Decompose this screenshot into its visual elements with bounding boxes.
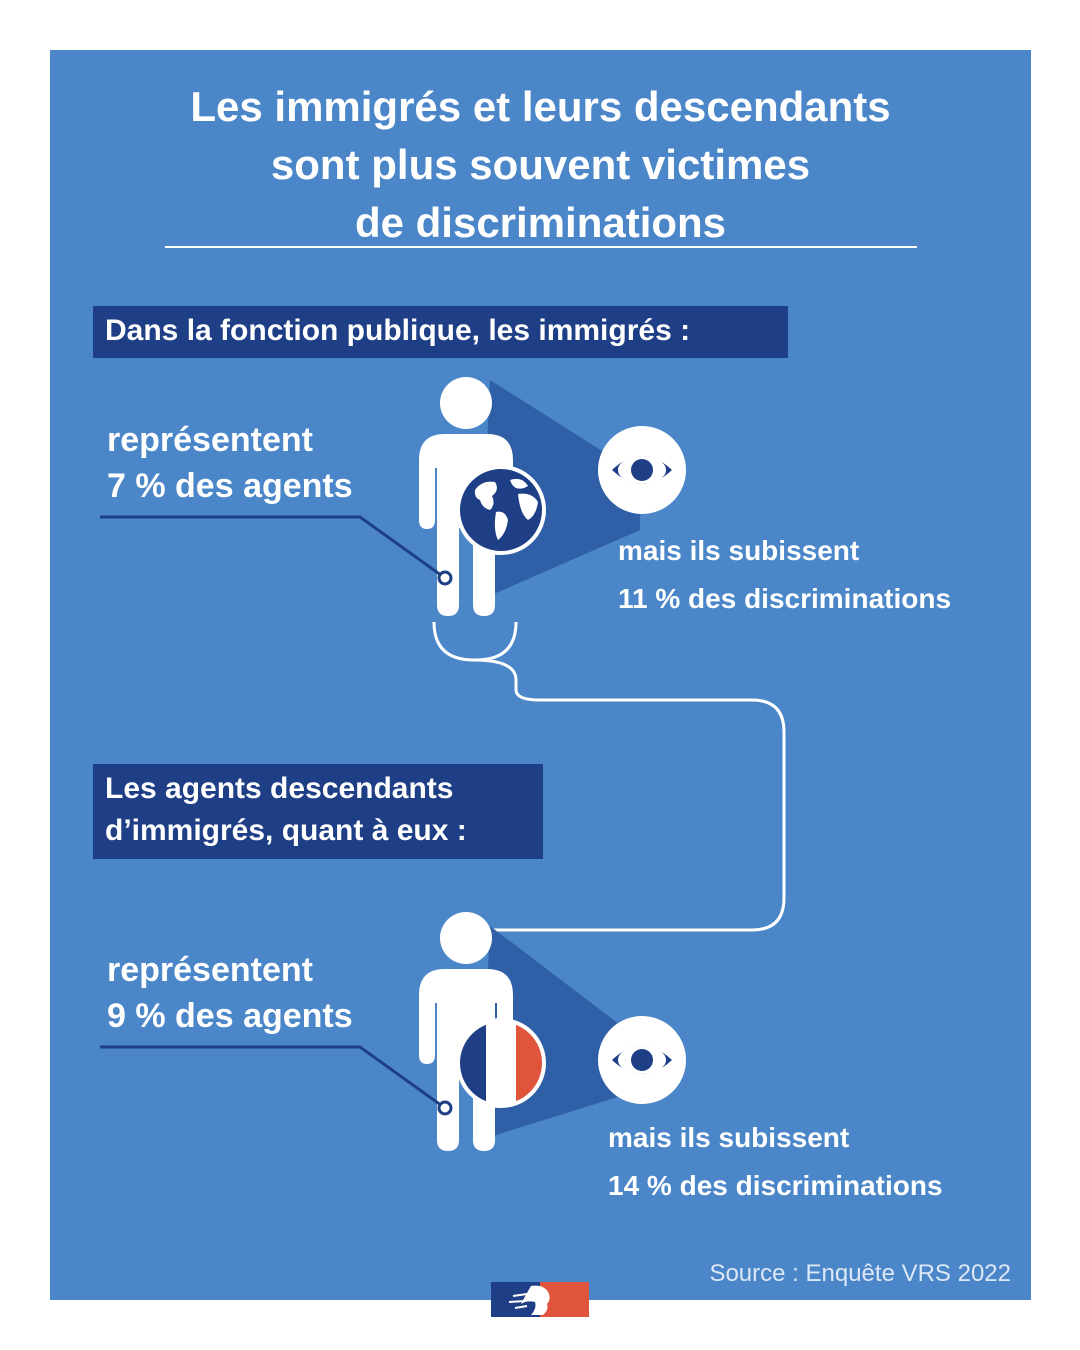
section-2-label [93, 764, 543, 859]
title-line-1: Les immigrés et leurs descendants [190, 83, 891, 130]
infographic-panel [50, 50, 1031, 1300]
stat-right-1-line2: 11 % des discriminations [618, 583, 952, 614]
title-line-2: sont plus souvent victimes [270, 141, 811, 188]
leader-dot-2 [439, 1102, 451, 1114]
stat-left-1-line1: représentent [107, 421, 313, 459]
globe-icon [458, 467, 544, 553]
french-flag-icon [456, 1018, 546, 1108]
leader-dot-1 [439, 572, 451, 584]
section-2-label-line2: d’immigrés, quant à eux : [105, 814, 467, 847]
eye-icon [598, 426, 686, 514]
stat-left-2-line1: représentent [107, 951, 313, 989]
section-2-label-line1: Les agents descendants [105, 772, 454, 805]
illustration [50, 50, 1031, 1300]
eye-icon [598, 1016, 686, 1104]
stat-left-1-line2: 7 % des agents [107, 467, 353, 505]
title-line-3: de discriminations [354, 199, 727, 246]
stat-right-2-line2: 14 % des discriminations [608, 1170, 943, 1201]
stat-left-2-line2: 9 % des agents [107, 997, 353, 1035]
connector-line-end [476, 622, 516, 660]
stat-immigrants-share [107, 417, 353, 509]
stat-immigrants-discrimination [618, 527, 951, 623]
stat-descendants-share [107, 947, 353, 1039]
stat-descendants-discrimination [608, 1114, 943, 1210]
leader-line-2 [100, 1047, 445, 1108]
leader-line-1 [100, 517, 445, 578]
stat-right-2-line1: mais ils subissent [608, 1122, 850, 1153]
stat-right-1-line1: mais ils subissent [618, 535, 860, 566]
section-1-label-text: Dans la fonction publique, les immigrés : [105, 314, 691, 347]
republique-logo [491, 1282, 589, 1317]
source-note: Source : Enquête VRS 2022 [709, 1260, 1011, 1287]
